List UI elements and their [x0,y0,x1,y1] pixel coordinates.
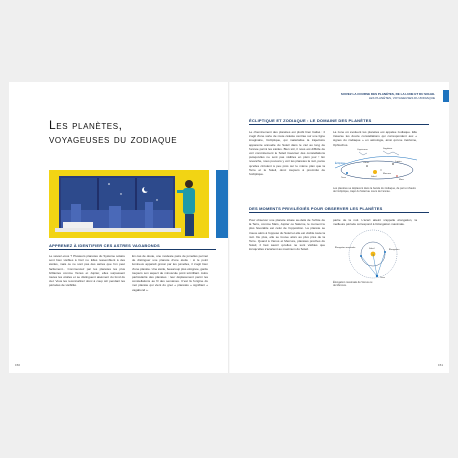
s2-body-column-2: partie de la nuit. L'écart atteint s'appelle élongation, la meilleure période correspond à l'élongation maximale. [333,218,417,227]
diagram1-label-ecliptic: Écliptique [335,162,346,165]
diagram2-label-elongation-max: Élongation maximale [335,247,356,249]
diagram2-label-terre: Terre [380,277,385,279]
chapter-tab [443,90,449,102]
diagram1-label-sagittaire: Sagittaire [383,148,393,150]
shelf-plants [63,222,93,228]
s1-body-column-2: La zone où évoluent les planètes est appelée zodiaque. Elle traverse les douze constellations qui correspondent aux « signes du zodiaque » en astrologie, ainsi qu'une treizième, Ophiuchus. [333,130,417,147]
jupiter-icon [392,163,394,165]
diagram2-label-elongation: Élongation [389,249,400,251]
diagram1-caption: Les planètes se déplacent dans la bande du zodiaque, de part et d'autre de l'écliptique, trajet du Soleil au cours de l'année. [333,187,416,194]
title-line-2: voyageuses du zodiaque [49,132,178,146]
star-icon [156,199,157,200]
section-heading: APPRENEZ À IDENTIFIER CES ASTRES VAGABONDS [49,243,160,248]
diagram1-label-terre: Terre [341,177,346,179]
diagram2-label-soleil: Soleil [369,248,375,250]
ecliptic-line [335,156,417,168]
s1-body-column-1: Le cheminement des planètes est plutôt bien balisé : il s'agit d'une sorte de route céleste centrée sur une ligne imaginaire, l'écliptique, qui matérialise la trajectoire apparente annuelle du Soleil dans le ciel au long de l'année parmi les étoiles. Bien sûr, il nous est difficile de voir concrètement le Soleil traverser des constellations puisqu'elles ne sont pas visibles en plein jour ! En revanche, nous pouvons y voir les planètes la nuit, parce qu'elles circulent à peu près sur le même plan que la Terre et le Soleil, donc toujours à proximité de l'écliptique. [249,130,325,177]
page-number-left: 150 [15,363,21,367]
star-icon [108,183,110,185]
mercury-icon [380,169,381,170]
diagram2-caption: Élongation maximale de Vénus ou de Mercure. [333,281,373,288]
city-building [145,202,153,228]
zodiac-diagram [333,146,419,186]
city-building [109,206,121,228]
constellation-lines [359,151,399,155]
diagram1-label-venus: Vénus [363,162,370,164]
diagram1-label-soleil: Soleil [371,176,377,178]
right-page [229,82,449,373]
moon-shadow [144,186,149,191]
body-column-1: Le saviez-vous ? Plusieurs planètes du Système solaire sont bien visibles à l'œil nu. Elles ressemblent à des étoiles, mais ce ne sont pas des astres que l'on peut facilement... Commencez par les planètes les plus brillantes comme Vénus et Jupiter, elles surpassent toutes les étoiles et se distinguent aisément du fond du ciel. Vous les reconnaîtrez donc à coup sûr pendant les périodes de visibilité. [49,254,125,288]
section-rule-1 [249,124,429,125]
zodiac-band [341,161,413,179]
running-header [341,92,435,100]
diagram1-label-mercure: Mercure [383,173,392,175]
diagram1-label-capricorne: Capricorne [357,149,368,151]
star-icon [120,193,121,194]
left-page [9,82,229,373]
mars-icon [396,175,398,177]
running-header-line-2: LES PLANÈTES, VOYAGEUSES DU ZODIAQUE [368,96,435,100]
sun-icon [373,170,377,174]
body-column-2: En cas de doute, une modeste paire de jumelles permet de distinguer une planète d'une étoile : si le point lumineux apparaît grossi par les jumelles, il s'agit bien d'une planète. Une étoile, beaucoup plus éloignée, garde toujours son aspect de minuscule point scintillant. Autre particularité des planètes : leur déplacement parmi les constellations au fil des semaines. C'est là l'origine du mot planète qui vient du grec « planètès » signifiant « vagabond ». [132,254,208,292]
diagram1-label-jupiter: Jupiter [395,161,402,163]
section-rule-2 [249,212,429,213]
window-sill [55,228,181,232]
running-header-line-1: SUIVEZ LA COURSE DES PLANÈTES, DE LA LUNE ET DU SOLEIL [340,92,435,96]
venus-icon [366,165,368,167]
diagram1-label-mars: Mars [399,179,404,181]
hero-illustration [49,170,209,238]
s2-body-column-1: Pour observer une planète située au-delà de l'orbite de la Terre, comme Mars, Jupiter ou Saturne, le moment le plus favorable est celui de l'opposition. La planète se trouve alors à l'opposé du Soleil et elle est visible toute la nuit. De plus, elle se trouve alors au plus près de la Terre. Quand à Vénus et Mercure, planètes proches du Soleil, il faut savoir qu'elles ne sont visibles que lorsqu'elles s'écartent au maximum du Soleil. [249,218,325,252]
section-heading-1: ÉCLIPTIQUE ET ZODIAQUE : LE DOMAINE DES PLANÈTES [249,118,372,123]
page-title [49,118,177,146]
section-rule [49,249,216,250]
title-line-1: Les planètes, [49,118,123,132]
earth-icon [346,172,348,174]
page-number-right: 151 [437,363,443,367]
elongation-diagram [333,234,419,280]
section-heading-2: DES MOMENTS PRIVILÉGIÉS POUR OBSERVER LES PLANÈTES [249,206,383,211]
book-spread [9,82,449,373]
